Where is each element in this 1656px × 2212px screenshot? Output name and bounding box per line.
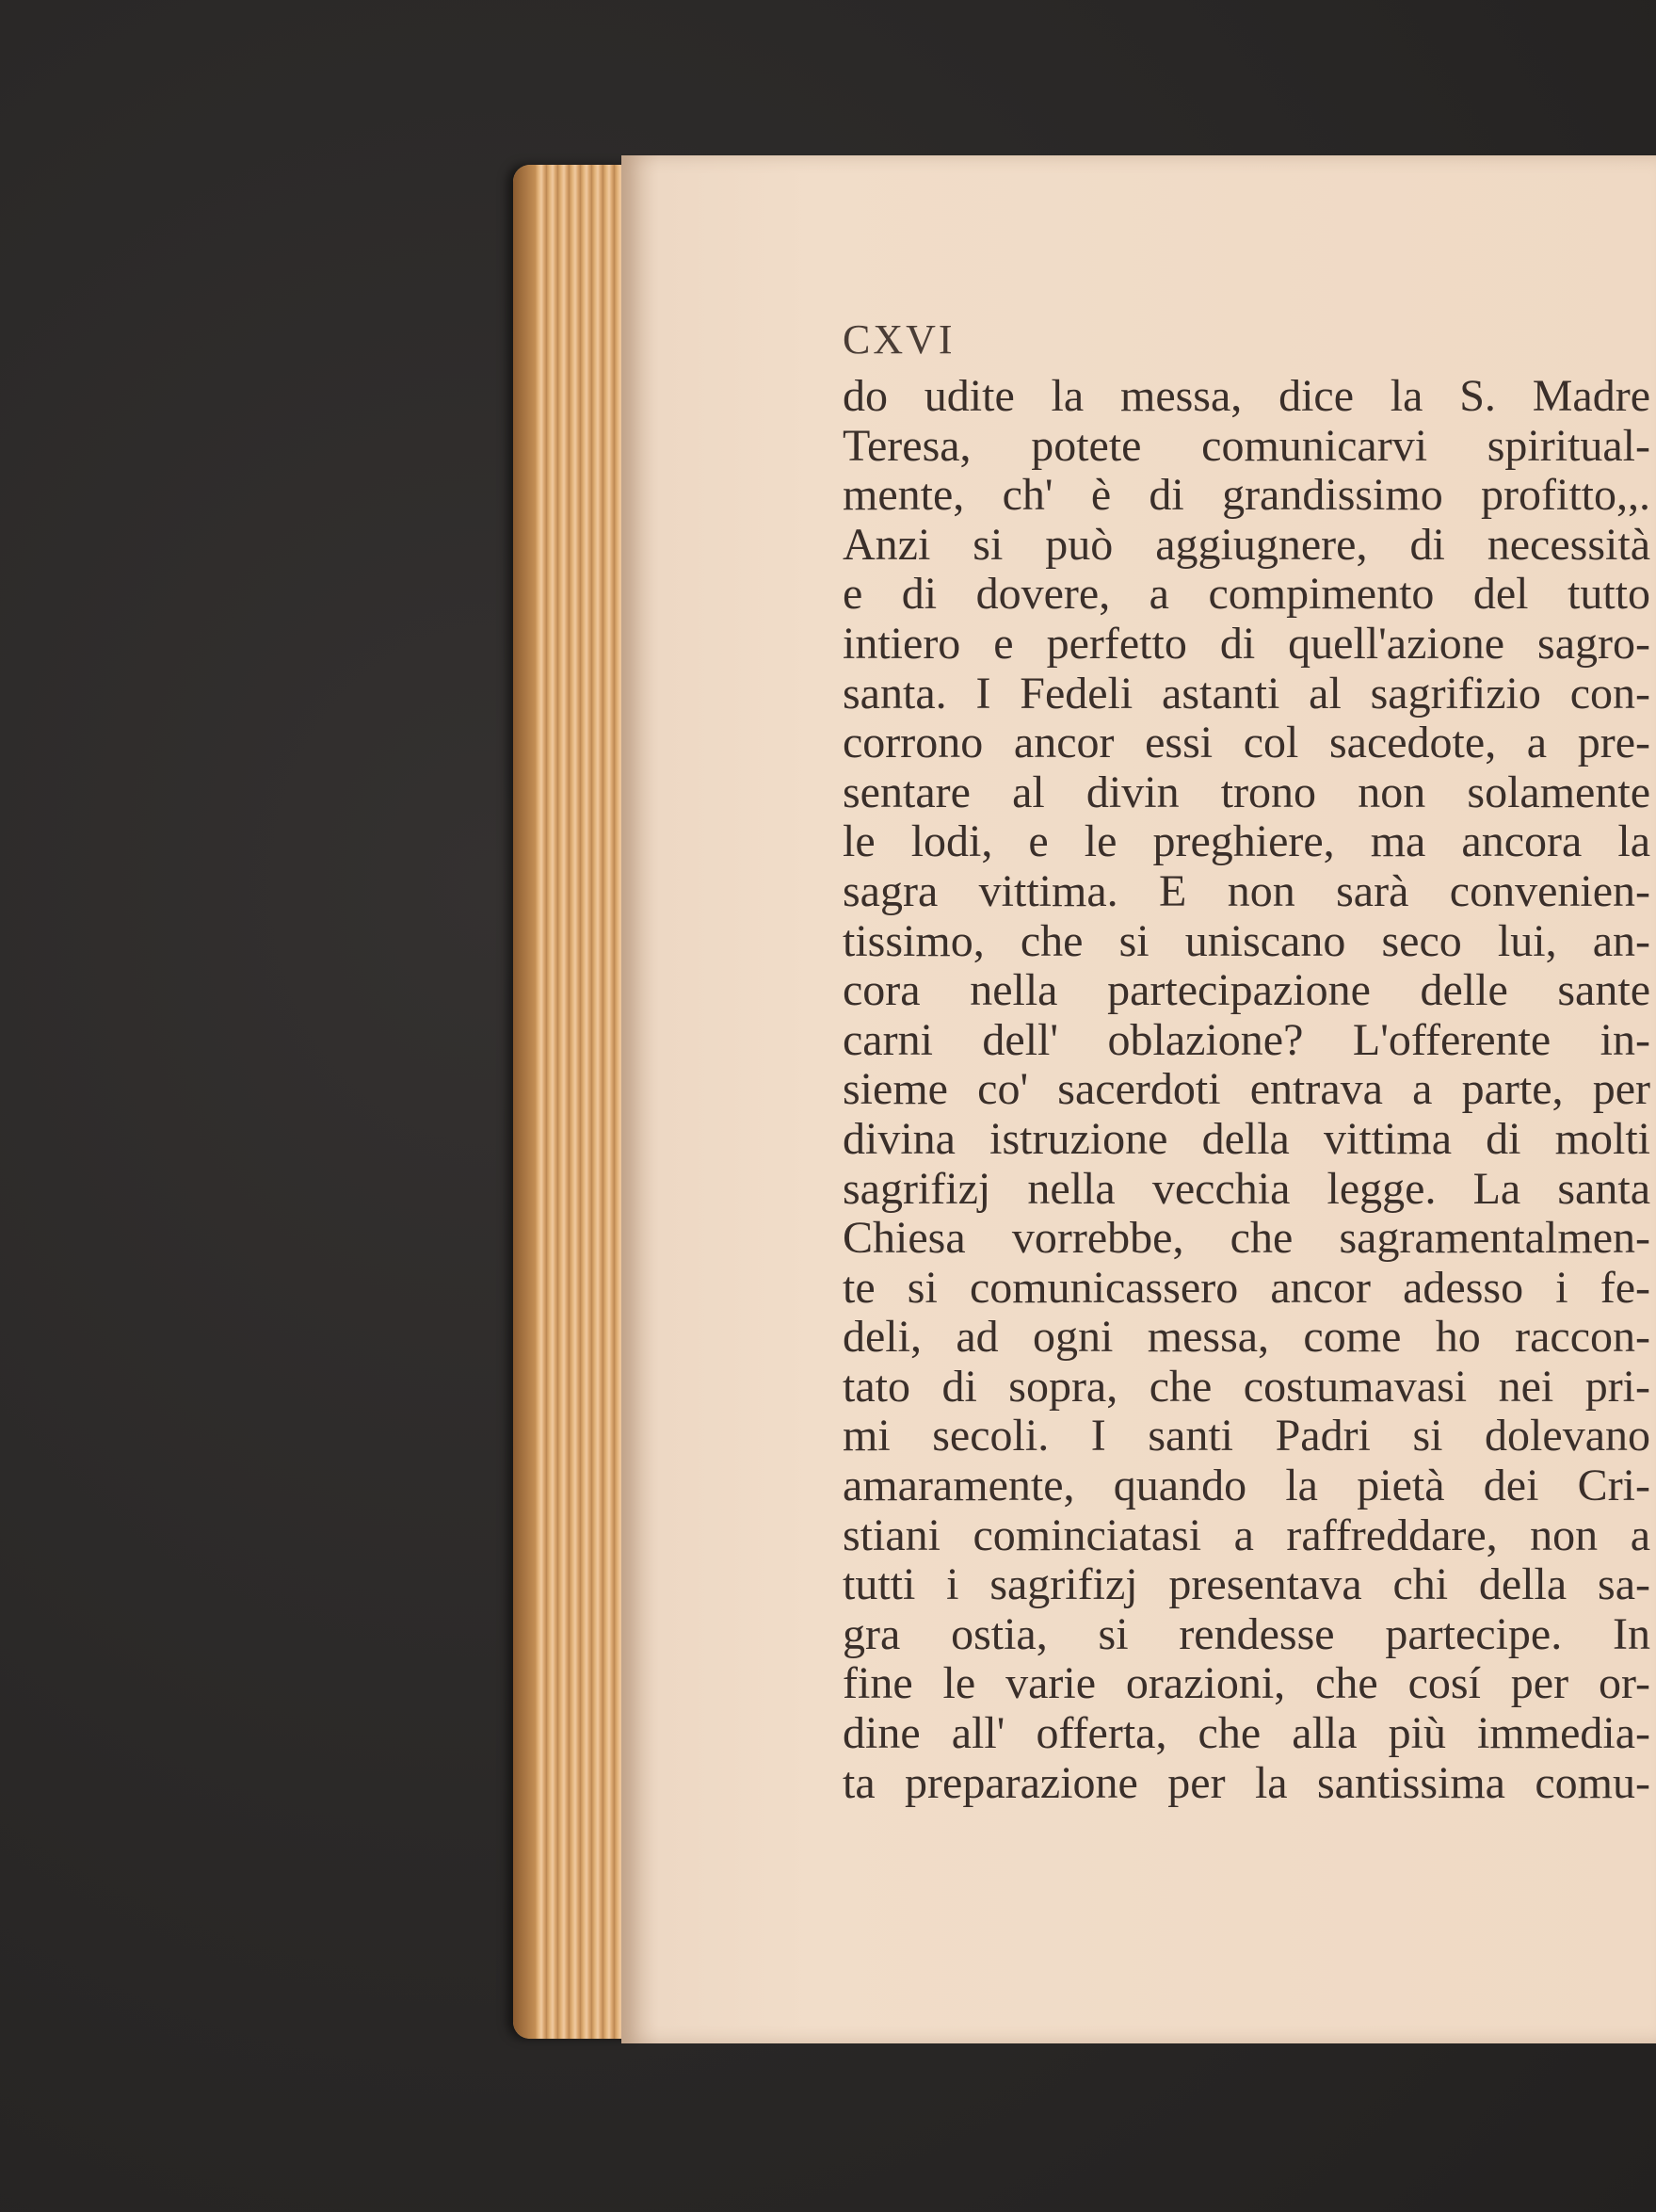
page-text-block	[843, 315, 1652, 1808]
text-line-14: carni dell' oblazione? L'offerente in-	[843, 1015, 1650, 1065]
text-line-1: do udite la messa, dice la S. Madre	[843, 372, 1650, 421]
text-line-23: amaramente, quando la pietà dei Cri-	[843, 1461, 1650, 1511]
text-line-13: cora nella partecipazione delle sante	[843, 966, 1650, 1016]
text-line-24: stiani cominciatasi a raffreddare, non a	[843, 1510, 1650, 1560]
text-line-15: sieme co' sacerdoti entrava a parte, per	[843, 1065, 1650, 1115]
text-line-6: intiero e perfetto di quell'azione sagro-	[843, 619, 1650, 669]
text-line-8: corrono ancor essi col sacedote, a pre-	[843, 718, 1650, 768]
text-line-29: ta preparazione per la santissima comu-	[843, 1758, 1650, 1808]
text-line-28: dine all' offerta, che alla più immedia-	[843, 1709, 1650, 1759]
text-line-19: te si comunicassero ancor adesso i fe-	[843, 1263, 1650, 1313]
text-line-5: e di dovere, a compimento del tutto	[843, 570, 1650, 620]
text-line-17: sagrifizj nella vecchia legge. La santa	[843, 1164, 1650, 1214]
text-line-9: sentare al divin trono non solamente	[843, 767, 1650, 817]
text-line-20: deli, ad ogni messa, come ho raccon-	[843, 1313, 1650, 1363]
text-line-12: tissimo, che si uniscano seco lui, an-	[843, 916, 1650, 966]
page-number: CXVI	[843, 316, 956, 363]
book-page-edges	[513, 165, 635, 2039]
text-line-11: sagra vittima. E non sarà convenien-	[843, 866, 1650, 916]
text-line-18: Chiesa vorrebbe, che sagramentalmen-	[843, 1214, 1650, 1264]
text-line-16: divina istruzione della vittima di molti	[843, 1114, 1650, 1164]
text-line-27: fine le varie orazioni, che cosí per or-	[843, 1659, 1650, 1709]
text-line-21: tato di sopra, che costumavasi nei pri-	[843, 1362, 1650, 1412]
text-line-25: tutti i sagrifizj presentava chi della sa-	[843, 1560, 1650, 1610]
text-line-22: mi secoli. I santi Padri si dolevano	[843, 1412, 1650, 1461]
text-line-26: gra ostia, si rendesse partecipe. In	[843, 1609, 1650, 1659]
text-line-2: Teresa, potete comunicarvi spiritual-	[843, 421, 1650, 471]
text-line-10: le lodi, e le preghiere, ma ancora la	[843, 817, 1650, 867]
text-line-4: Anzi si può aggiugnere, di necessità	[843, 520, 1650, 570]
text-line-3: mente, ch' è di grandissimo profitto,,.	[843, 471, 1650, 521]
text-line-7: santa. I Fedeli astanti al sagrifizio con-	[843, 669, 1650, 718]
